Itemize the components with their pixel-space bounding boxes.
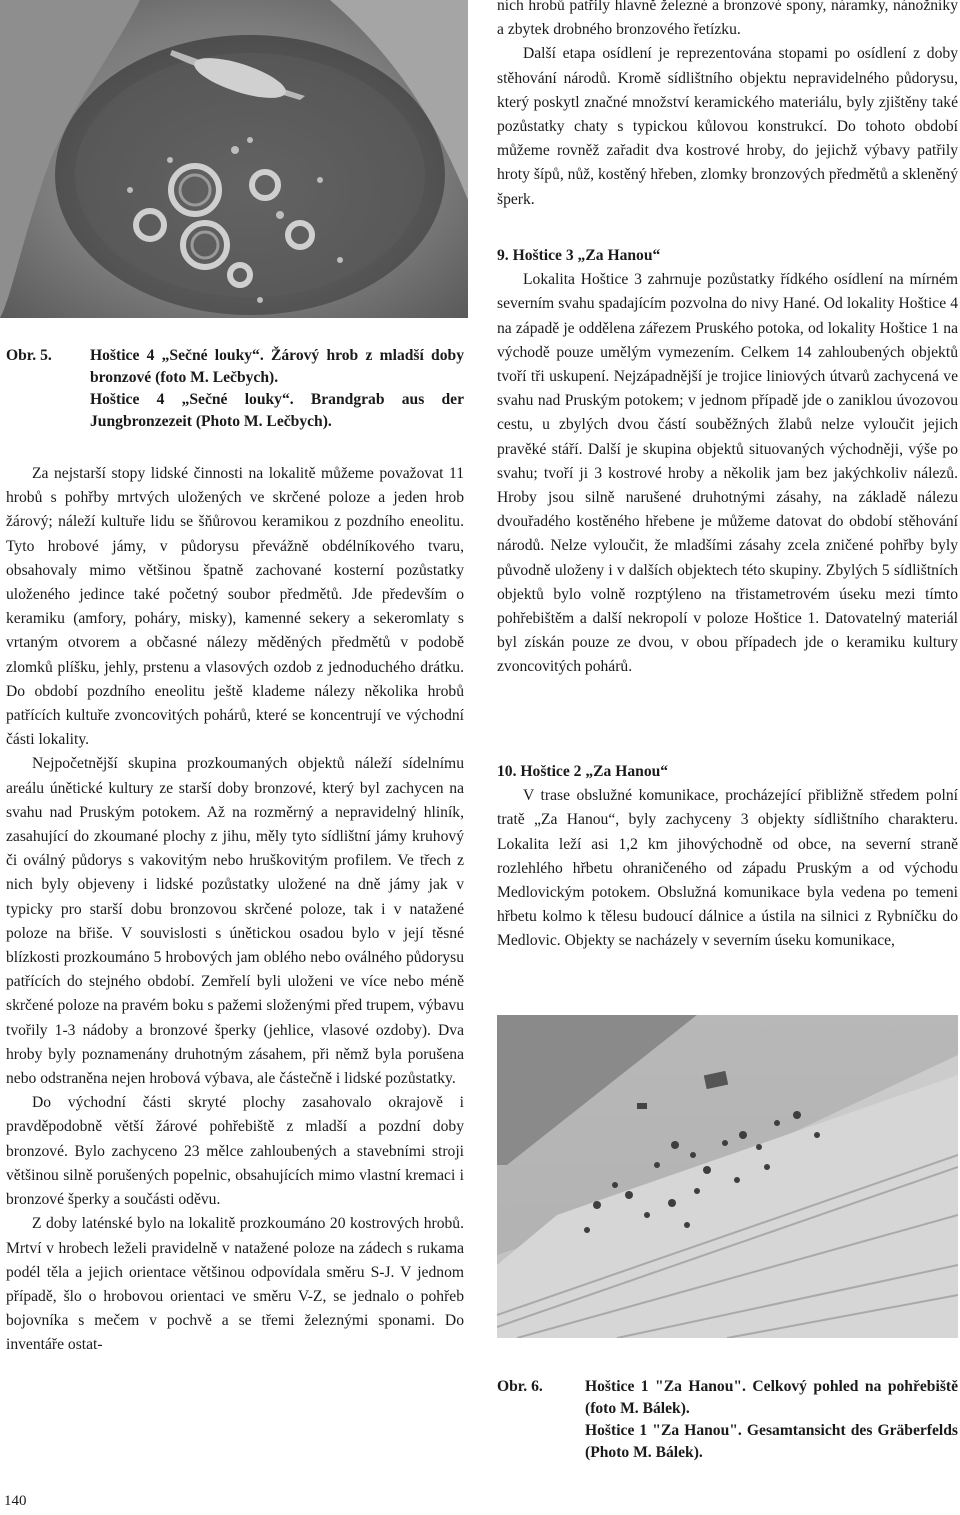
- figure-5-photo: [0, 0, 468, 318]
- figure-6-label: Obr. 6.: [497, 1378, 543, 1395]
- cremation-grave-image: [0, 0, 468, 318]
- paragraph: Za nejstarší stopy lidské činnosti na lokalitě můžeme považovat 11 hrobů s pohřby mrtvých uložených ve skrčené poloze a jeden hrob žárový; náleží kultuře lidu se šňůrovou keramikou z pozdního eneolitu. Tyto hrobové jámy, v půdorysu převážně obdélníkového tvaru, obsahovaly mimo většinou špatně zachované kosterní pozůstatky uloženého jedince také početný soubor předmětů. Jde především o keramiku (amfory, poháry, misky), kamenné sekery a sekeromlaty s vrtaným otvorem a občasné nálezy měděných předmětů v podobě zlomků plíšku, jehly, prstenu a vlasových ozdob z jednoduchého drátku. Do období pozdního eneolitu ještě klademe nálezy několika hrobů patřících kultuře zvoncovitých pohárů, které se koncentrují ve východní části lokality.: [6, 465, 464, 749]
- paragraph: Do východní části skryté plochy zasahovalo okrajově i pravděpodobně větší žárové pohřebiště z mladší a pozdní doby bronzové. Bylo zachyceno 23 mělce zahloubených a stavebními stroji většinou silně porušených popelnic, obsahujících mimo vlastní kremaci i bronzové šperky a součásti oděvu.: [6, 1094, 464, 1209]
- figure-5-caption-czech: Hoštice 4 „Sečné louky“. Žárový hrob z mladší doby bronzové (foto M. Lečbych).: [90, 347, 464, 386]
- paragraph: V trase obslužné komunikace, procházející přibližně středem polní tratě „Za Hanou“, byly zachyceny 3 objekty sídlištního charakteru. Lokalita leží asi 1,2 km jihovýchodně od obce, na severní straně rozlehlého hřbetu ohraničeného od západu Pruským a od východu Medlovickým potokem. Obslužná komunikace byla vedena po temeni hřbetu kolmo k tělesu budoucí dálnice a ústila na silnici z Rybníčku do Medlovic. Objekty se nacházely v severním úseku komunikace,: [497, 787, 958, 950]
- paragraph: Další etapa osídlení je reprezentována stopami po osídlení z doby stěhování národů. Kromě sídlištního objektu nepravidelného půdorysu, který poskytl značné množství keramického materiálu, byly zjištěny také pozůstatky chaty s typickou kůlovou konstrukcí. Do tohoto období můžeme rovněž zařadit dva kostrové hroby, do jejichž výbavy patřily hroty šípů, nůž, kostěný hřeben, zlomky bronzových předmětů a skleněný šperk.: [497, 45, 958, 208]
- left-column: [6, 462, 464, 1358]
- paragraph-continuation: ních hrobů patřily hlavně železné a bronzové spony, náramky, nánožníky a zbytek drobného bronzového řetízku.: [497, 0, 958, 39]
- paragraph: Z doby laténské bylo na lokalitě prozkoumáno 20 kostrových hrobů. Mrtví v hrobech leželi pravidelně v natažené poloze na zádech s rukama podél těla a jejich orientace většinou odpovídala směru S-J. V jednom případě, šlo o hrobovou orientaci ve směru V-Z, se jednalo o pohřeb bojovníka s mečem v pochvě a se třemi železnými sponami. Do inventáře ostat-: [6, 1215, 464, 1354]
- right-column-top: [497, 0, 958, 212]
- section-9: [497, 244, 958, 680]
- figure-6-photo: [497, 1015, 958, 1338]
- figure-5-label: Obr. 5.: [6, 347, 52, 364]
- figure-6-caption-czech: Hoštice 1 "Za Hanou". Celkový pohled na pohřebiště (foto M. Bálek).: [585, 1378, 958, 1417]
- figure-6-caption: [497, 1376, 958, 1468]
- figure-6-caption-german: Hoštice 1 "Za Hanou". Gesamtansicht des Gräberfelds (Photo M. Bálek).: [585, 1422, 958, 1461]
- section-10: [497, 760, 958, 954]
- page-number: 140: [4, 1493, 27, 1509]
- aerial-cemetery-image: [497, 1015, 958, 1338]
- section-heading: 9. Hoštice 3 „Za Hanou“: [497, 247, 661, 264]
- paragraph: Nejpočetnější skupina prozkoumaných objektů náleží sídelnímu areálu únětické kultury ze starší doby bronzové, který byl zachycen na svahu nad Pruským potokem. Až na rozměrný a nepravidelný hliník, zasahující do zkoumané plochy z jihu, měly tyto sídlištní jámy kruhový či oválný půdorys s vakovitým nebo hruškovitým profilem. Ve třech z nich byly objeveny i lidské pozůstatky uložené na dně jámy jak v typicky pro starší dobu bronzovou skrčené poloze, tak i v natažené poloze na břiše. V souvislosti s únětickou osadou bylo v její těsné blízkosti prozkoumáno 5 hrobových jam oblého nebo oválného půdorysu patřících do stejného období. Zemřelí byli uloženi ve více nebo méně skrčené poloze na pravém boku s pažemi složenými před trupem, výbavu tvořily 1-3 nádoby a bronzové šperky (jehlice, vlasové ozdoby). Dva hroby byly poznamenány druhotným zásahem, při němž byla porušena nebo odstraněna nejen hrobová výbava, ale částečně i lidské pozůstatky.: [6, 755, 464, 1088]
- paragraph: Lokalita Hoštice 3 zahrnuje pozůstatky řídkého osídlení na mírném severním svahu spadajícím pozvolna do nivy Hané. Od lokality Hoštice 4 na západě je oddělena zářezem Pruského potoka, od lokality Hoštice 1 na východě pouze umělým vymezením. Celkem 14 zahloubených objektů tvoří tři uskupení. Nejzápadnější je trojice liniových útvarů zachycená ve svahu nad Pruským potokem; v jednom případě jde o zaniklou úvozovou cestu, u zbylých dvou částí souběžných žlabů nelze vyloučit jejich pravěké stáří. Další je skupina objektů situovaných východněji, výše po svahu; tvoří ji 3 kostrové hroby a několik jam bez jakýchkoliv nálezů. Hroby jsou silně narušené druhotnými zásahy, na základě nálezu dvouřadého kostěného hřebene je můžeme datovat do období stěhování národů. Nelze vyloučit, že mladšími zásahy zcela zničené pohřby byly původně uloženy i v dalších objektech této skupiny. Zbylých 5 sídlištních objektů bylo volně rozptýleno na třistametrovém úseku mezi tímto pohřebištěm a další nekropolí v poloze Hoštice 1. Datovatelný materiál byl získán pouze ze dvou, v obou případech jde o keramiku kultury zvoncovitých pohárů.: [497, 271, 958, 676]
- section-heading: 10. Hoštice 2 „Za Hanou“: [497, 763, 669, 780]
- figure-5-caption-german: Hoštice 4 „Sečné louky“. Brandgrab aus der Jungbronzezeit (Photo M. Lečbych).: [90, 391, 464, 430]
- figure-5-caption: [6, 345, 466, 435]
